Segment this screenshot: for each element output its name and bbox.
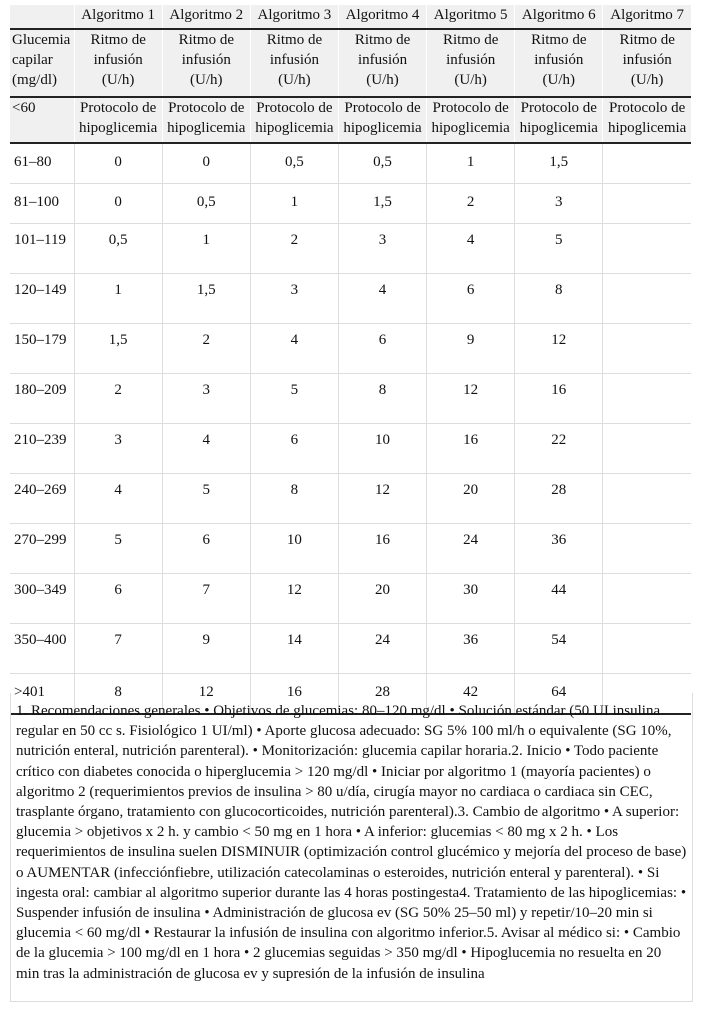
rate-cell: 10 xyxy=(338,424,426,474)
table-row xyxy=(10,274,691,324)
rate-cell: 14 xyxy=(250,624,338,674)
rate-cell: 28 xyxy=(338,674,426,715)
glucose-range: 300–349 xyxy=(10,574,74,624)
rate-cell: 28 xyxy=(515,474,603,524)
table-row xyxy=(10,324,691,374)
rate-cell: 0,5 xyxy=(74,224,162,274)
rate-header: Ritmo de infusión (U/h) xyxy=(250,29,338,97)
rate-cell: 7 xyxy=(74,624,162,674)
rate-cell: 42 xyxy=(427,674,515,715)
glucose-range: >401 xyxy=(10,674,74,715)
hypo-protocol: Protocolo de hipoglicemia xyxy=(162,97,250,143)
rate-cell: 12 xyxy=(515,324,603,374)
rate-cell: 0,5 xyxy=(250,143,338,184)
rate-cell: 16 xyxy=(250,674,338,715)
rate-cell: 44 xyxy=(515,574,603,624)
rate-cell: 0 xyxy=(74,184,162,224)
glucose-range: 270–299 xyxy=(10,524,74,574)
rate-cell: 2 xyxy=(74,374,162,424)
rate-cell: 6 xyxy=(338,324,426,374)
rate-cell: 3 xyxy=(338,224,426,274)
rate-cell: 1,5 xyxy=(74,324,162,374)
rate-cell: 12 xyxy=(250,574,338,624)
table-row xyxy=(10,574,691,624)
insulin-algorithm-table xyxy=(10,5,691,715)
rate-cell xyxy=(603,143,691,184)
units-header-row xyxy=(10,29,691,97)
rate-header: Ritmo de infusión (U/h) xyxy=(338,29,426,97)
table-row xyxy=(10,374,691,424)
rate-cell: 5 xyxy=(162,474,250,524)
rate-cell: 24 xyxy=(338,624,426,674)
hypo-protocol: Protocolo de hipoglicemia xyxy=(515,97,603,143)
rate-cell: 8 xyxy=(250,474,338,524)
rate-cell: 36 xyxy=(427,624,515,674)
rate-cell xyxy=(603,574,691,624)
glucose-header: Glucemia capilar (mg/dl) xyxy=(10,29,74,97)
rate-cell: 0,5 xyxy=(162,184,250,224)
algorithm-header-row xyxy=(10,5,691,29)
rate-header: Ritmo de infusión (U/h) xyxy=(603,29,691,97)
rate-cell: 6 xyxy=(250,424,338,474)
rate-cell: 4 xyxy=(427,224,515,274)
rate-cell: 1,5 xyxy=(515,143,603,184)
rate-cell: 4 xyxy=(338,274,426,324)
table-row xyxy=(10,143,691,184)
rate-cell: 54 xyxy=(515,624,603,674)
algorithm-header: Algoritmo 7 xyxy=(603,5,691,29)
rate-header: Ritmo de infusión (U/h) xyxy=(427,29,515,97)
rate-cell: 8 xyxy=(338,374,426,424)
rate-cell: 12 xyxy=(427,374,515,424)
hypo-protocol: Protocolo de hipoglicemia xyxy=(603,97,691,143)
glucose-range: 81–100 xyxy=(10,184,74,224)
rate-header: Ritmo de infusión (U/h) xyxy=(74,29,162,97)
rate-cell: 16 xyxy=(427,424,515,474)
rate-cell: 1 xyxy=(250,184,338,224)
algorithm-header: Algoritmo 4 xyxy=(338,5,426,29)
rate-cell: 5 xyxy=(250,374,338,424)
rate-cell xyxy=(603,624,691,674)
rate-cell xyxy=(603,374,691,424)
glucose-range: 210–239 xyxy=(10,424,74,474)
rate-cell xyxy=(603,184,691,224)
table-row xyxy=(10,474,691,524)
rate-cell: 0,5 xyxy=(338,143,426,184)
rate-cell xyxy=(603,474,691,524)
rate-cell: 9 xyxy=(427,324,515,374)
table-row xyxy=(10,184,691,224)
rate-cell: 20 xyxy=(338,574,426,624)
glucose-range: 150–179 xyxy=(10,324,74,374)
rate-cell: 2 xyxy=(162,324,250,374)
table-row xyxy=(10,224,691,274)
glucose-range: 101–119 xyxy=(10,224,74,274)
rate-cell: 10 xyxy=(250,524,338,574)
algorithm-header: Algoritmo 5 xyxy=(427,5,515,29)
header-empty-cell xyxy=(10,5,74,29)
rate-cell: 6 xyxy=(427,274,515,324)
algorithm-header: Algoritmo 6 xyxy=(515,5,603,29)
rate-cell: 0 xyxy=(162,143,250,184)
hypo-protocol: Protocolo de hipoglicemia xyxy=(250,97,338,143)
rate-cell xyxy=(603,524,691,574)
rate-cell: 6 xyxy=(74,574,162,624)
glucose-range: 180–209 xyxy=(10,374,74,424)
rate-cell: 7 xyxy=(162,574,250,624)
hypo-protocol: Protocolo de hipoglicemia xyxy=(427,97,515,143)
glucose-range: 350–400 xyxy=(10,624,74,674)
rate-cell: 9 xyxy=(162,624,250,674)
rate-cell xyxy=(603,224,691,274)
rate-cell: 4 xyxy=(250,324,338,374)
rate-cell: 16 xyxy=(515,374,603,424)
rate-cell: 5 xyxy=(515,224,603,274)
hypo-range-label: <60 xyxy=(10,97,74,143)
rate-cell: 3 xyxy=(74,424,162,474)
rate-cell: 1,5 xyxy=(162,274,250,324)
rate-cell: 5 xyxy=(74,524,162,574)
rate-cell: 6 xyxy=(162,524,250,574)
rate-cell: 3 xyxy=(162,374,250,424)
rate-cell xyxy=(603,274,691,324)
table-row xyxy=(10,424,691,474)
rate-cell: 8 xyxy=(74,674,162,715)
glucose-range: 240–269 xyxy=(10,474,74,524)
hypoglycemia-row xyxy=(10,97,691,143)
rate-header: Ritmo de infusión (U/h) xyxy=(515,29,603,97)
rate-header: Ritmo de infusión (U/h) xyxy=(162,29,250,97)
table-footnote: 1. Recomendaciones generales • Objetivos de glucemias: 80–120 mg/dl • Solución estándar (50 UI insulina regular en 50 cc s. Fisiológico 1 UI/ml) • Aporte glucosa adecuado: SG 5% 100 ml/h o equivalente (SG 10%, nutrición enteral, nutrición parenteral). • Monitorización: glucemia capilar horaria.2. Inicio • Todo paciente crítico con diabetes conocida o hiperglucemia > 120 mg/dl • Iniciar por algoritmo 1 (mayoría pacientes) o algoritmo 2 (requerimientos previos de insulina > 80 u/día, cirugía mayor no cardiaca o cardiaca sin CEC, trasplante órgano, tratamiento con glucocorticoides, nutrición parenteral).3. Cambio de algoritmo • A superior: glucemia > objetivos x 2 h. y cambio < 50 mg en 1 hora • A inferior: glucemias < 80 mg x 2 h. • Los requerimientos de insulina suelen DISMINUIR (optimización control glucémico y mejoría del proceso de base) o AUMENTAR (infecciónfiebre, utilización catecolaminas o esteroides, nutrición enteral y parenteral). • Si ingesta oral: cambiar al algoritmo superior durante las 4 horas postingesta4. Tratamiento de las hipoglicemias: • Suspender infusión de insulina • Administración de glucosa ev (SG 50% 25–50 ml) y repetir/10–20 min si glucemia < 60 mg/dl • Restaurar la infusión de insulina con algoritmo inferior.5. Avisar al médico si: • Cambio de la glucemia > 100 mg/dl en 1 hora • 2 glucemias seguidas > 350 mg/dl • Hipoglucemia no resuelta en 20 min tras la administración de glucosa ev y supresión de la infusión de insulina xyxy=(10,693,693,1002)
rate-cell: 1,5 xyxy=(338,184,426,224)
table-row xyxy=(10,624,691,674)
rate-cell: 1 xyxy=(74,274,162,324)
rate-cell: 20 xyxy=(427,474,515,524)
algorithm-header: Algoritmo 2 xyxy=(162,5,250,29)
algorithm-header: Algoritmo 3 xyxy=(250,5,338,29)
rate-cell: 1 xyxy=(162,224,250,274)
hypo-protocol: Protocolo de hipoglicemia xyxy=(338,97,426,143)
rate-cell: 16 xyxy=(338,524,426,574)
rate-cell xyxy=(603,324,691,374)
rate-cell: 2 xyxy=(250,224,338,274)
rate-cell: 12 xyxy=(338,474,426,524)
table-row xyxy=(10,524,691,574)
rate-cell: 24 xyxy=(427,524,515,574)
rate-cell: 4 xyxy=(74,474,162,524)
rate-cell: 0 xyxy=(74,143,162,184)
rate-cell: 3 xyxy=(515,184,603,224)
rate-cell: 3 xyxy=(250,274,338,324)
rate-cell: 12 xyxy=(162,674,250,715)
rate-cell: 8 xyxy=(515,274,603,324)
glucose-range: 61–80 xyxy=(10,143,74,184)
rate-cell xyxy=(603,424,691,474)
glucose-range: 120–149 xyxy=(10,274,74,324)
rate-cell: 64 xyxy=(515,674,603,715)
rate-cell: 4 xyxy=(162,424,250,474)
hypo-protocol: Protocolo de hipoglicemia xyxy=(74,97,162,143)
rate-cell: 1 xyxy=(427,143,515,184)
rate-cell: 2 xyxy=(427,184,515,224)
rate-cell: 30 xyxy=(427,574,515,624)
algorithm-header: Algoritmo 1 xyxy=(74,5,162,29)
rate-cell: 36 xyxy=(515,524,603,574)
rate-cell: 22 xyxy=(515,424,603,474)
